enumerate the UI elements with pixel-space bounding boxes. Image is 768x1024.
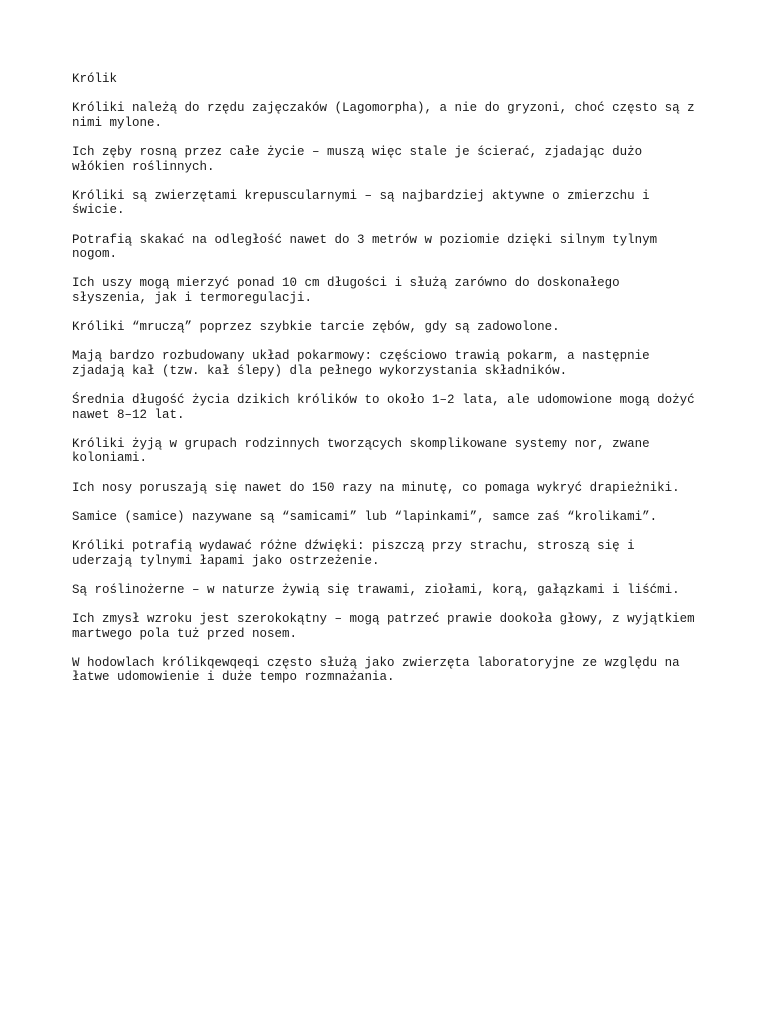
paragraph-6: Króliki “mruczą” poprzez szybkie tarcie zębów, gdy są zadowolone. [72, 320, 560, 335]
paragraph-11: Samice (samice) nazywane są “samicami” lub “lapinkami”, samce zaś “krolikami”. [72, 509, 658, 524]
paragraph-10: Ich nosy poruszają się nawet do 150 razy na minutę, co pomaga wykryć drapieżniki. [72, 480, 680, 495]
paragraph-14: Ich zmysł wzroku jest szerokokątny – mogą patrzeć prawie dookoła głowy, z wyjątkiem martwego pola tuż przed nosem. [72, 611, 695, 641]
paragraph-5: Ich uszy mogą mierzyć ponad 10 cm długości i służą zarówno do doskonałego słyszenia, jak i termoregulacji. [72, 276, 620, 305]
paragraph-15: W hodowlach królikqewqeqi często służą jako zwierzęta laboratoryjne ze względu na łatwe udomowienie i duże tempo rozmnażania. [72, 655, 680, 685]
document-title: Królik [72, 72, 118, 86]
paragraph-7: Mają bardzo rozbudowany układ pokarmowy: częściowo trawią pokarm, a następnie zjadają kał (tzw. kał ślepy) dla pełnego wykorzystania składników. [72, 349, 650, 378]
paragraph-12: Króliki potrafią wydawać różne dźwięki: piszczą przy strachu, stroszą się i uderzają tylnymi łapami jako ostrzeżenie. [72, 539, 635, 568]
paragraph-3: Króliki są zwierzętami krepuscularnymi – są najbardziej aktywne o zmierzchu i świcie. [72, 188, 650, 218]
paragraph-9: Króliki żyją w grupach rodzinnych tworzących skomplikowane systemy nor, zwane koloniami. [72, 436, 650, 466]
document-page [72, 72, 702, 700]
paragraph-4: Potrafią skakać na odległość nawet do 3 metrów w poziomie dzięki silnym tylnym nogom. [72, 232, 658, 262]
paragraph-8: Średnia długość życia dzikich królików to około 1–2 lata, ale udomowione mogą dożyć nawet 8–12 lat. [72, 393, 695, 422]
paragraph-1: Króliki należą do rzędu zajęczaków (Lagomorpha), a nie do gryzoni, choć często są z nimi mylone. [72, 101, 695, 130]
paragraph-2: Ich zęby rosną przez całe życie – muszą więc stale je ścierać, zjadając dużo włókien roślinnych. [72, 144, 643, 174]
paragraph-13: Są roślinożerne – w naturze żywią się trawami, ziołami, korą, gałązkami i liśćmi. [72, 582, 680, 597]
